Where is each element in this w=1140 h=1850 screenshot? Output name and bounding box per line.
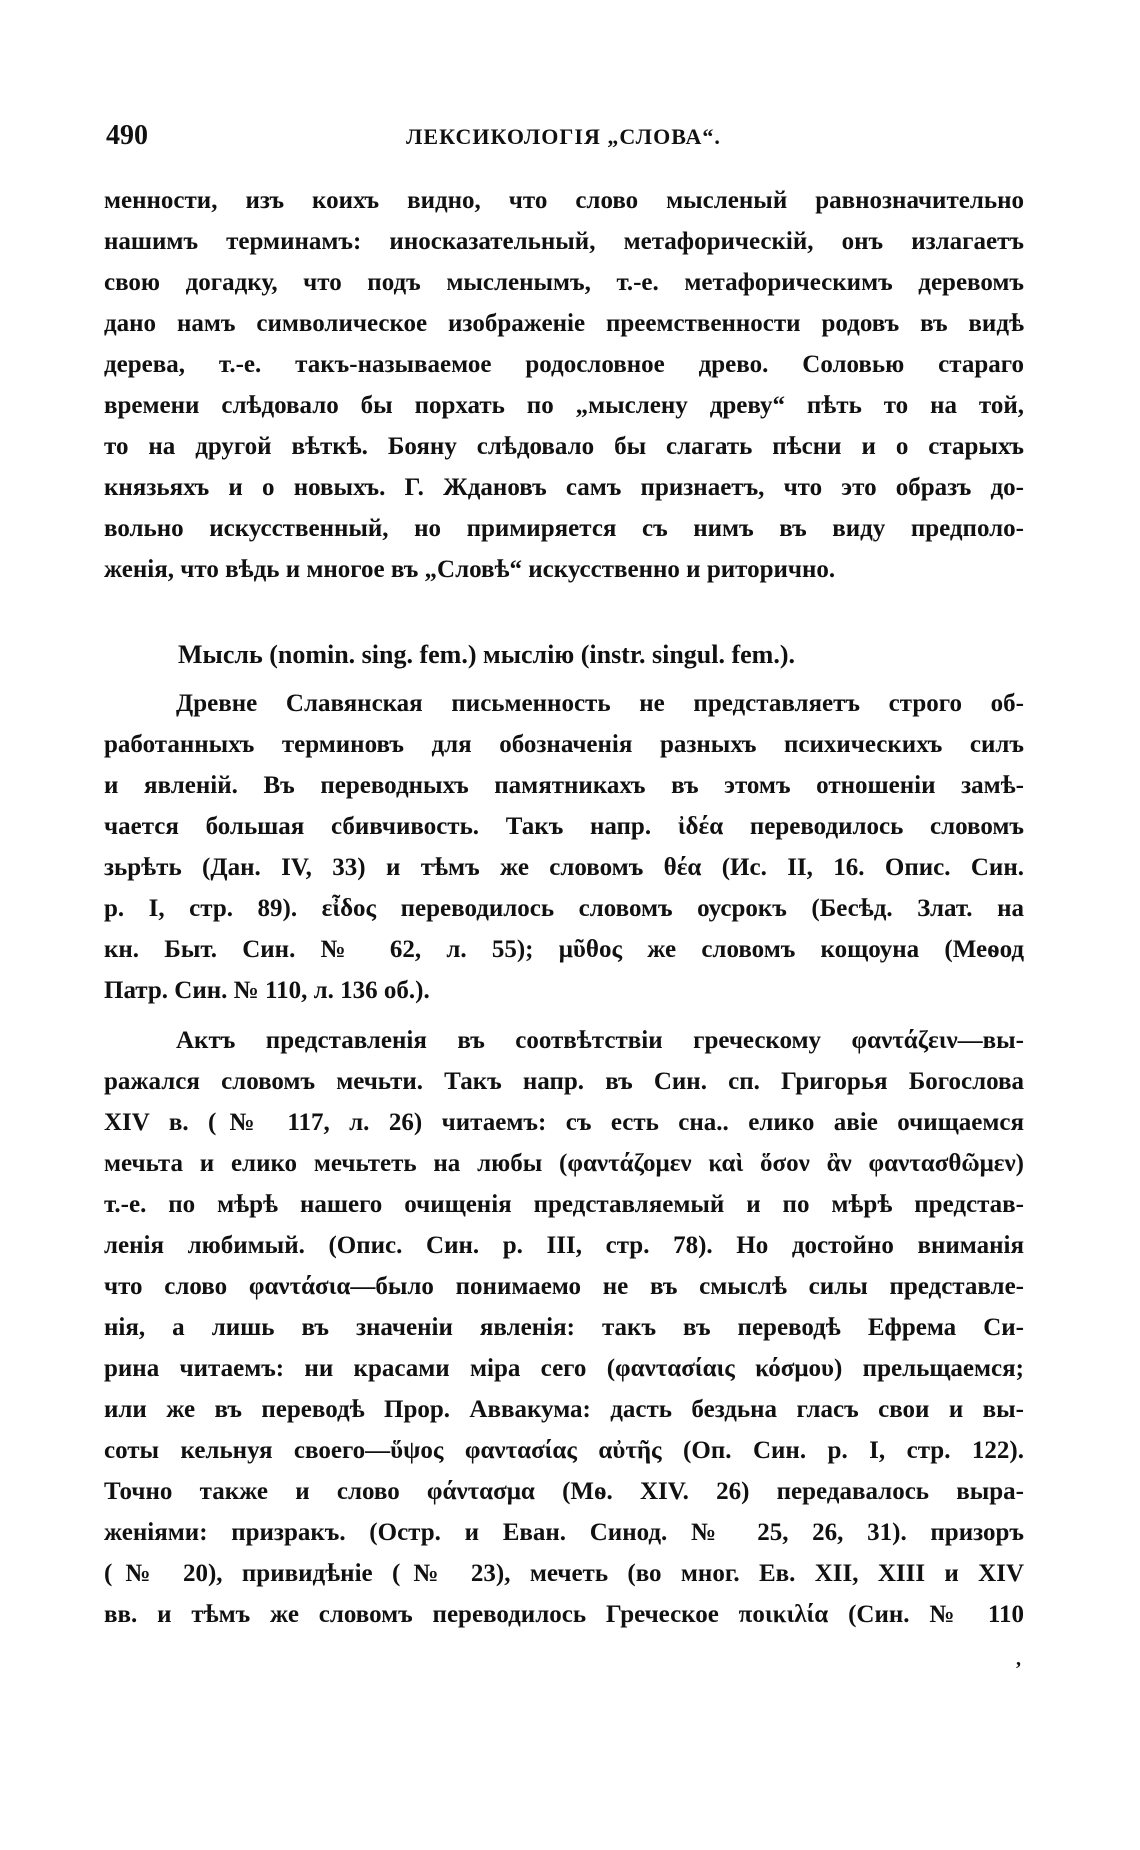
text-line: женіями: призракъ. (Остр. и Еван. Синод. № 25, 26, 31). призоръ bbox=[104, 1519, 1024, 1546]
text-line: работанныхъ терминовъ для обозначенія разныхъ психическихъ силъ bbox=[104, 731, 1024, 758]
text-line: дерева, т.-е. такъ-называемое родословное древо. Соловью стараго bbox=[104, 351, 1024, 378]
text-line: нашимъ терминамъ: иносказательный, метафорическій, онъ излагаетъ bbox=[104, 228, 1024, 255]
text-line: Точно также и слово φάντασμα (Мѳ. XIV. 26) передавалось выра- bbox=[104, 1478, 1024, 1505]
text-line: нія, а лишь въ значеніи явленія: такъ въ переводѣ Ефрема Си- bbox=[104, 1314, 1024, 1341]
text-line: свою догадку, что подъ мысленымъ, т.-е. метафорическимъ деревомъ bbox=[104, 269, 1024, 296]
paragraph-2 bbox=[104, 683, 1024, 1011]
paragraph-3 bbox=[104, 1020, 1024, 1635]
text-line: дано намъ символическое изображеніе преемственности родовъ въ видѣ bbox=[104, 310, 1024, 337]
text-line: или же въ переводѣ Прор. Аввакума: дасть бездьна гласъ свои и вы- bbox=[104, 1396, 1024, 1423]
text-line: XIV в. (№ 117, л. 26) читаемъ: съ есть сна.. елико авіе очищаемся bbox=[104, 1109, 1024, 1136]
text-line: т.-е. по мѣрѣ нашего очищенія представляемый и по мѣрѣ представ- bbox=[104, 1191, 1024, 1218]
text-line: мечьта и елико мечьтеть на любы (φαντάζομεν καὶ ὅσον ἂν φαντασθῶμεν) bbox=[104, 1150, 1024, 1177]
page-number: 490 bbox=[106, 120, 148, 151]
text-line: кн. Быт. Син. № 62, л. 55); μῦθος же словомъ кощоуна (Меѳод bbox=[104, 936, 1024, 963]
paragraph-1 bbox=[104, 180, 1024, 590]
text-line: что слово φαντάσια—было понимаемо не въ смыслѣ силы представле- bbox=[104, 1273, 1024, 1300]
edge-comma-mark: , bbox=[1016, 1648, 1021, 1670]
text-line: ленія любимый. (Опис. Син. р. III, стр. 78). Но достойно вниманія bbox=[104, 1232, 1024, 1259]
text-line: чается большая сбивчивость. Такъ напр. ἰδέα переводилось словомъ bbox=[104, 813, 1024, 840]
text-line: (№ 20), привидѣніе (№ 23), мечеть (во мног. Ев. XII, XIII и XIV bbox=[104, 1560, 1024, 1587]
text-line: женія, что вѣдь и многое въ „Словѣ“ искусственно и риторично. bbox=[104, 556, 836, 583]
text-line: вв. и тѣмъ же словомъ переводилось Греческое ποικιλία (Син. № 110 bbox=[104, 1601, 1024, 1628]
text-line: зьрѣть (Дан. IV, 33) и тѣмъ же словомъ θέα (Ис. II, 16. Опис. Син. bbox=[104, 854, 1024, 881]
text-line: р. I, стр. 89). εἶδος переводилось словомъ оусрокъ (Бесѣд. Злат. на bbox=[104, 895, 1024, 922]
text-line: то на другой вѣткѣ. Бояну слѣдовало бы слагать пѣсни и о старыхъ bbox=[104, 433, 1024, 460]
running-title: ЛЕКСИКОЛОГІЯ „СЛОВА“. bbox=[406, 124, 721, 149]
text-line: князьяхъ и о новыхъ. Г. Ждановъ самъ признаетъ, что это образъ до- bbox=[104, 474, 1024, 501]
section-heading: Мысль (nomin. sing. fem.) мыслію (instr. singul. fem.). bbox=[178, 640, 795, 669]
text-line: времени слѣдовало бы порхать по „мыслену древу“ пѣть то на той, bbox=[104, 392, 1024, 419]
text-line: менности, изъ коихъ видно, что слово мысленый равнозначительно bbox=[104, 187, 1024, 214]
text-line: и явленій. Въ переводныхъ памятникахъ въ этомъ отношеніи замѣ- bbox=[104, 772, 1024, 799]
text-line: вольно искусственный, но примиряется съ нимъ въ виду предполо- bbox=[104, 515, 1024, 542]
text-line: Патр. Син. № 110, л. 136 об.). bbox=[104, 977, 430, 1004]
text-line: ражался словомъ мечьти. Такъ напр. въ Син. сп. Григорья Богослова bbox=[104, 1068, 1024, 1095]
text-line: соты кельнуя своего—ὕψος φαντασίας αὐτῆς (Оп. Син. р. I, стр. 122). bbox=[104, 1437, 1024, 1464]
text-line: Древне Славянская письменность не представляетъ строго об- bbox=[176, 690, 1024, 717]
text-line: рина читаемъ: ни красами міра сего (φαντασίαις κόσμου) прельщаемся; bbox=[104, 1355, 1024, 1382]
text-line: Актъ представленія въ соотвѣтствіи греческому φαντάζειν—вы- bbox=[176, 1027, 1024, 1054]
running-head bbox=[106, 120, 1026, 160]
